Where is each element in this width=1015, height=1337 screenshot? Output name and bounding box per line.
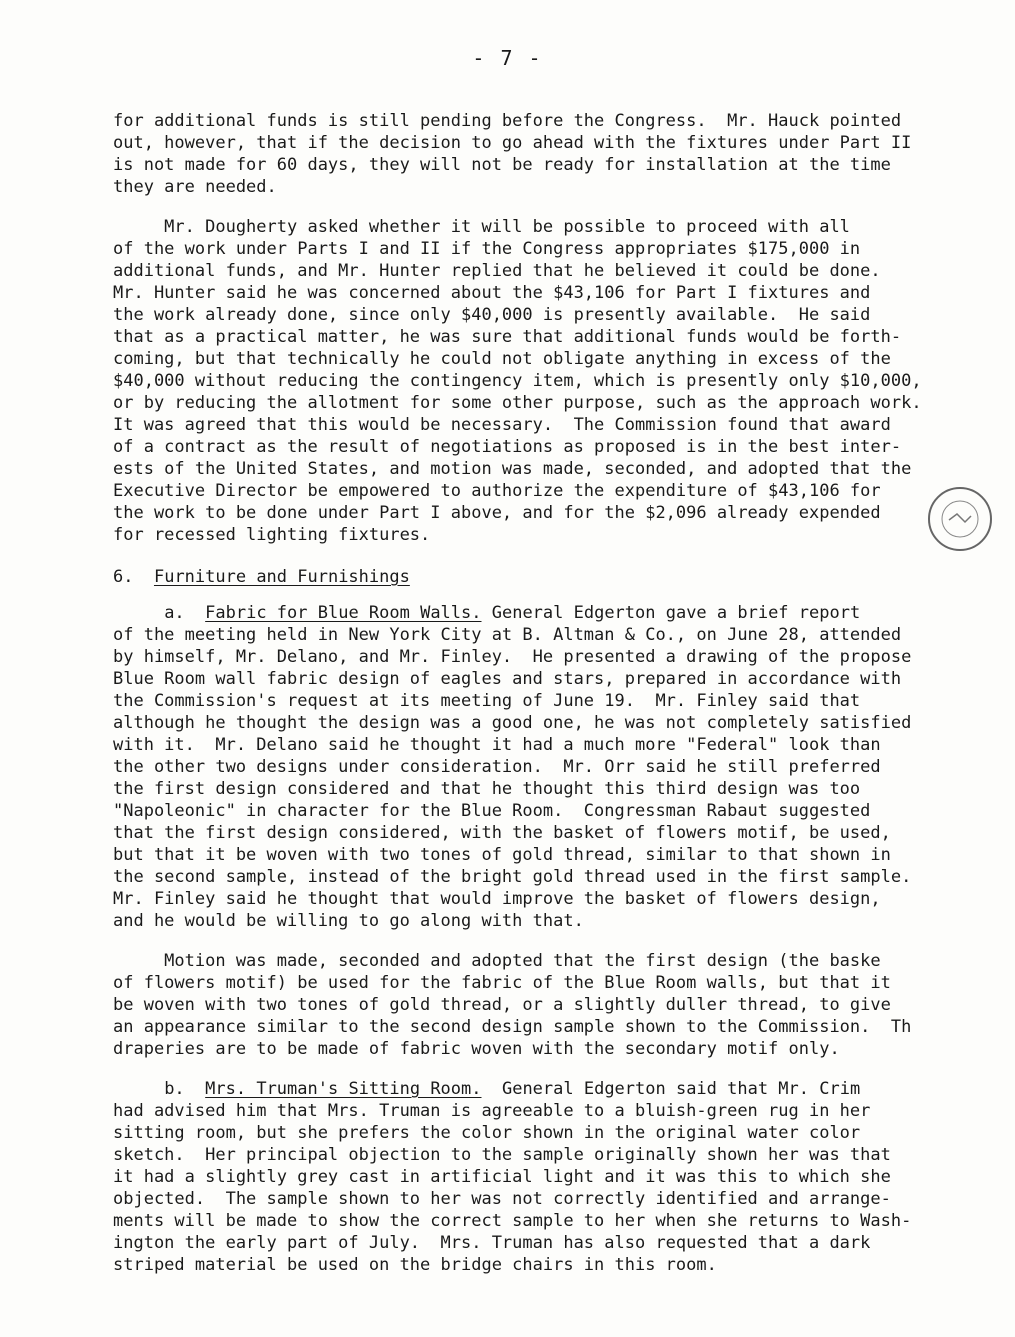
- text-line: $40,000 without reducing the contingency item, which is presently only $10,000,: [113, 371, 922, 391]
- item-first-line: [113, 602, 860, 624]
- text-line: or by reducing the allotment for some other purpose, such as the approach work.: [113, 393, 922, 413]
- text-line: an appearance similar to the second design sample shown to the Commission. Th: [113, 1017, 912, 1037]
- item-heading: Fabric for Blue Room Walls.: [205, 603, 482, 623]
- text-line: is not made for 60 days, they will not be ready for installation at the time: [113, 155, 891, 175]
- text-line: Blue Room wall fabric design of eagles and stars, prepared in accordance with: [113, 669, 902, 689]
- text-line: and he would be willing to go along with that.: [113, 911, 584, 931]
- text-line: had advised him that Mrs. Truman is agreeable to a bluish-green rug in her: [113, 1101, 871, 1121]
- text-line: additional funds, and Mr. Hunter replied that he believed it could be done.: [113, 261, 881, 281]
- text-line: for additional funds is still pending before the Congress. Mr. Hauck pointed: [113, 111, 902, 131]
- text-line: sketch. Her principal objection to the sample originally shown her was that: [113, 1145, 891, 1165]
- text-line: they are needed.: [113, 177, 277, 197]
- text-line: striped material be used on the bridge chairs in this room.: [113, 1255, 717, 1275]
- text-line: objected. The sample shown to her was not correctly identified and arrange-: [113, 1189, 891, 1209]
- text-line: the other two designs under consideration. Mr. Orr said he still preferred: [113, 757, 881, 777]
- text-line: although he thought the design was a good one, he was not completely satisfied: [113, 713, 912, 733]
- item-heading: Mrs. Truman's Sitting Room.: [205, 1079, 482, 1099]
- text-line: be woven with two tones of gold thread, or a slightly duller thread, to give: [113, 995, 891, 1015]
- item-first-line: [113, 1078, 860, 1100]
- item-label: b.: [164, 1079, 185, 1099]
- text-line: It was agreed that this would be necessary. The Commission found that award: [113, 415, 891, 435]
- text-line: by himself, Mr. Delano, and Mr. Finley. He presented a drawing of the propose: [113, 647, 912, 667]
- text-line: the work to be done under Part I above, and for the $2,096 already expended: [113, 503, 881, 523]
- section-heading: [113, 566, 410, 588]
- section-title: Furniture and Furnishings: [153, 567, 410, 587]
- item-text: General Edgerton gave a brief report: [481, 603, 861, 623]
- text-line: Motion was made, seconded and adopted that the first design (the baske: [113, 951, 881, 971]
- item-text: General Edgerton said that Mr. Crim: [481, 1079, 861, 1099]
- text-line: "Napoleonic" in character for the Blue Room. Congressman Rabaut suggested: [113, 801, 871, 821]
- page-number: - 7 -: [472, 46, 543, 70]
- text-line: of the meeting held in New York City at B. Altman & Co., on June 28, attended: [113, 625, 902, 645]
- text-line: the second sample, instead of the bright gold thread used in the first sample.: [113, 867, 912, 887]
- text-line: that the first design considered, with the basket of flowers motif, be used,: [113, 823, 891, 843]
- text-line: coming, but that technically he could not obligate anything in excess of the: [113, 349, 891, 369]
- text-line: ments will be made to show the correct sample to her when she returns to Wash-: [113, 1211, 912, 1231]
- text-line: of a contract as the result of negotiations as proposed is in the best inter-: [113, 437, 902, 457]
- text-line: ington the early part of July. Mrs. Truman has also requested that a dark: [113, 1233, 871, 1253]
- section-number: 6.: [113, 567, 134, 587]
- text-line: draperies are to be made of fabric woven with the secondary motif only.: [113, 1039, 840, 1059]
- text-line: but that it be woven with two tones of gold thread, similar to that shown in: [113, 845, 891, 865]
- text-line: the Commission's request at its meeting of June 19. Mr. Finley said that: [113, 691, 861, 711]
- text-line: the first design considered and that he thought this third design was too: [113, 779, 861, 799]
- library-stamp-seal: [927, 486, 993, 552]
- text-line: out, however, that if the decision to go ahead with the fixtures under Part II: [113, 133, 912, 153]
- text-line: of flowers motif) be used for the fabric of the Blue Room walls, but that it: [113, 973, 891, 993]
- text-line: it had a slightly grey cast in artificial light and it was this to which she: [113, 1167, 891, 1187]
- text-line: of the work under Parts I and II if the Congress appropriates $175,000 in: [113, 239, 861, 259]
- text-line: Mr. Hunter said he was concerned about the $43,106 for Part I fixtures and: [113, 283, 871, 303]
- text-line: with it. Mr. Delano said he thought it had a much more "Federal" look than: [113, 735, 881, 755]
- text-line: Mr. Dougherty asked whether it will be possible to proceed with all: [113, 217, 850, 237]
- text-line: for recessed lighting fixtures.: [113, 525, 431, 545]
- text-line: Executive Director be empowered to authorize the expenditure of $43,106 for: [113, 481, 881, 501]
- text-line: sitting room, but she prefers the color shown in the original water color: [113, 1123, 861, 1143]
- text-line: that as a practical matter, he was sure that additional funds would be forth-: [113, 327, 902, 347]
- text-line: Mr. Finley said he thought that would improve the basket of flowers design,: [113, 889, 881, 909]
- text-line: ests of the United States, and motion was made, seconded, and adopted that the: [113, 459, 912, 479]
- text-line: the work already done, since only $40,000 is presently available. He said: [113, 305, 871, 325]
- item-label: a.: [164, 603, 185, 623]
- library-stamp: [927, 486, 993, 552]
